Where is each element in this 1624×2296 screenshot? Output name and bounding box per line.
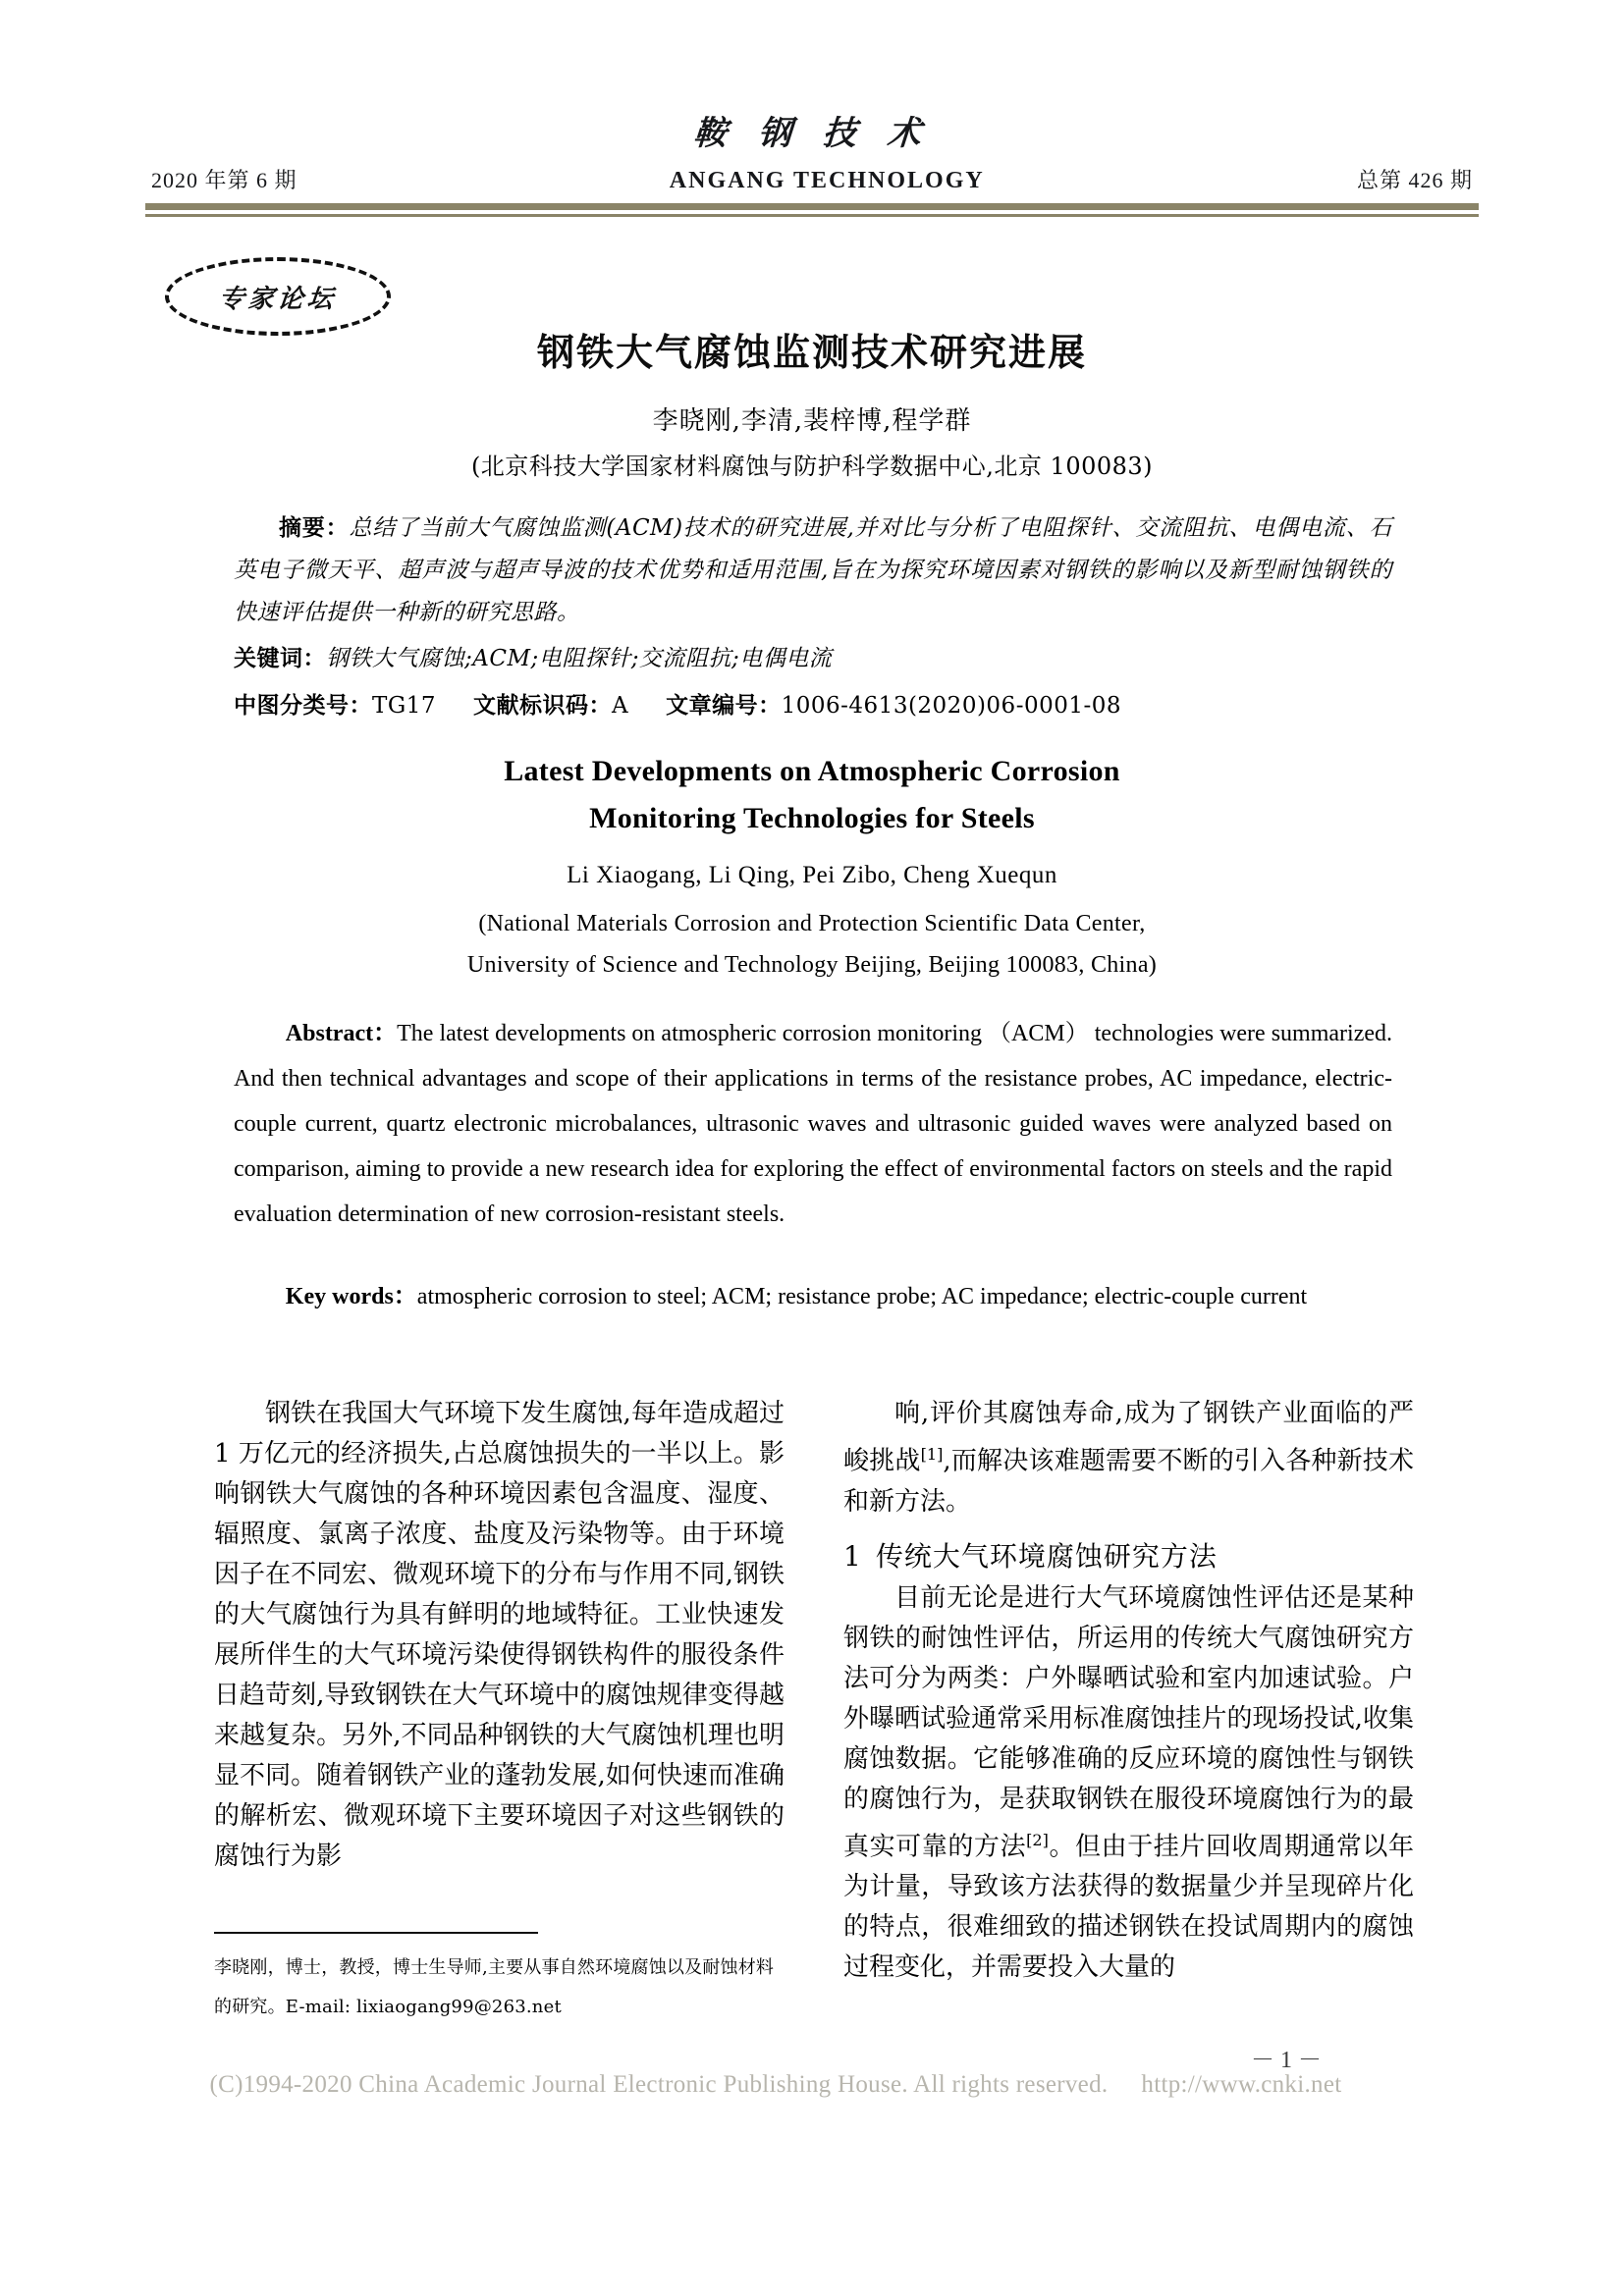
body-paragraph-intro-cont bbox=[843, 1394, 1414, 1522]
section-heading-1-number: 1 bbox=[843, 1539, 862, 1573]
article-id-value: 1006-4613(2020)06-0001-08 bbox=[781, 693, 1122, 719]
author-footnote: 李晓刚，博士，教授，博士生导师,主要从事自然环境腐蚀以及耐蚀材料的研究。E-mail: lixiaogang99@263.net bbox=[214, 1957, 775, 2017]
article-title-cn: 钢铁大气腐蚀监测技术研究进展 bbox=[536, 331, 1087, 374]
clc-label: 中图分类号： bbox=[234, 692, 372, 719]
article-title-en-line2: Monitoring Technologies for Steels bbox=[589, 802, 1035, 834]
masthead-rule-thin bbox=[145, 214, 1479, 217]
abstract-cn-text: 总结了当前大气腐蚀监测(ACM)技术的研究进展,并对比与分析了电阻探针、交流阻抗、电偶电流、石英电子微天平、超声波与超声导波的技术优势和适用范围,旨在为探究环境因素对钢铁的影响以及新型耐蚀钢铁的快速评估提供一种新的研究思路。 bbox=[234, 515, 1393, 625]
citation-ref-2: [2] bbox=[1026, 1830, 1049, 1849]
abstract-cn-paragraph bbox=[234, 507, 1392, 634]
clc-code bbox=[234, 687, 436, 720]
body-text-post: ,而解决该难题需要不断的引入各种新技术和新方法。 bbox=[843, 1446, 1414, 1517]
keywords-cn-label: 关键词： bbox=[234, 645, 326, 671]
body-paragraph-intro: 钢铁在我国大气环境下发生腐蚀,每年造成超过 1 万亿元的经济损失,占总腐蚀损失的一半以上。影响钢铁大气腐蚀的各种环境因素包含温度、湿度、辐照度、氯离子浓度、盐度及污染物等。由于环境因子在不同宏、微观环境下的分布与作用不同,钢铁的大气腐蚀行为具有鲜明的地域特征。工业快速发展所伴生的大气环境污染使得钢铁构件的服役条件日趋苛刻,导致钢铁在大气环境中的腐蚀规律变得越来越复杂。另外,不同品种钢铁的大气腐蚀机理也明显不同。随着钢铁产业的蓬勃发展,如何快速而准确的解析宏、微观环境下主要环境因子对这些钢铁的腐蚀行为影 bbox=[214, 1399, 785, 1871]
body-paragraph-section1 bbox=[843, 1578, 1414, 1989]
issue-label-left: 2020 年第 6 期 bbox=[151, 168, 298, 193]
body-column-right bbox=[843, 1394, 1414, 1983]
article-id bbox=[666, 687, 1121, 720]
abstract-en-label: Abstract： bbox=[285, 1021, 398, 1046]
masthead-issue-row bbox=[145, 164, 1479, 200]
masthead-rule-thick bbox=[145, 203, 1479, 210]
article-title-en bbox=[145, 748, 1479, 842]
keywords-cn bbox=[234, 640, 1392, 672]
keywords-cn-text: 钢铁大气腐蚀;ACM;电阻探针;交流阻抗;电偶电流 bbox=[326, 646, 833, 671]
journal-title-en: ANGANG TECHNOLOGY bbox=[669, 168, 985, 194]
section-heading-1 bbox=[843, 1536, 1414, 1576]
section-heading-1-title: 传统大气环境腐蚀研究方法 bbox=[875, 1539, 1218, 1573]
journal-title-cn: 鞍 钢 技 术 bbox=[691, 114, 933, 153]
body-text-post-2: 。但由于挂片回收周期通常以年为计量，导致该方法获得的数据量少并呈现碎片化的特点，很难细致的描述钢铁在投试周期内的腐蚀过程变化，并需要投入大量的 bbox=[843, 1832, 1414, 1983]
masthead bbox=[145, 116, 1479, 217]
abstract-cn-label: 摘要： bbox=[279, 514, 350, 541]
issue-label-right: 总第 426 期 bbox=[1356, 168, 1473, 193]
document-code bbox=[473, 687, 628, 720]
article-affiliation-en-line1: (National Materials Corrosion and Protection Scientific Data Center, bbox=[478, 911, 1146, 936]
article-affiliation-cn: (北京科技大学国家材料腐蚀与防护科学数据中心,北京 100083) bbox=[470, 453, 1154, 480]
keywords-en-text: atmospheric corrosion to steel; ACM; resistance probe; AC impedance; electric-couple current bbox=[416, 1284, 1308, 1309]
page-number: － 1 － bbox=[1251, 2048, 1322, 2073]
cnki-url: http://www.cnki.net bbox=[1141, 2071, 1342, 2098]
body-column-left bbox=[214, 1394, 785, 1904]
keywords-en-label: Key words： bbox=[285, 1284, 417, 1309]
article-authors-en: Li Xiaogang, Li Qing, Pei Zibo, Cheng Xuequn bbox=[567, 862, 1057, 888]
article-id-label: 文章编号： bbox=[666, 692, 782, 719]
clc-value: TG17 bbox=[372, 693, 436, 719]
keywords-en bbox=[234, 1274, 1392, 1319]
article-codes bbox=[234, 687, 1412, 720]
article-title-en-line1: Latest Developments on Atmospheric Corrosion bbox=[504, 755, 1120, 787]
abstract-en-paragraph bbox=[234, 1011, 1392, 1237]
expert-forum-badge-label: 专家论坛 bbox=[217, 284, 339, 314]
abstract-cn bbox=[234, 507, 1392, 634]
copyright-watermark bbox=[79, 2071, 1473, 2099]
footnote-rule bbox=[214, 1932, 538, 1934]
citation-ref-1: [1] bbox=[920, 1445, 944, 1464]
document-code-label: 文献标识码： bbox=[472, 692, 612, 719]
copyright-text: (C)1994-2020 China Academic Journal Electronic Publishing House. All rights reserved. bbox=[209, 2071, 1109, 2098]
article-affiliation-en-line2: University of Science and Technology Beijing, Beijing 100083, China) bbox=[466, 952, 1158, 978]
abstract-en bbox=[234, 1011, 1392, 1237]
body-text-pre: 响,评价其腐蚀寿命,成为了钢铁产业面临的严峻挑战 bbox=[843, 1399, 1414, 1476]
article-authors-cn: 李晓刚,李清,裴梓博,程学群 bbox=[652, 406, 972, 436]
abstract-en-text: The latest developments on atmospheric corrosion monitoring （ACM） technologies were summarized. And then technical advantages and scope of their applications in terms of the resistance probes, AC impedance, electric-couple current, quartz electronic microbalances, ultrasonic waves and ultrasonic guided waves were analyzed based on comparison, aiming to provide a new research idea for exploring the effect of environmental factors on steels and the rapid evaluation determination of new corrosion-resistant steels. bbox=[234, 1021, 1392, 1227]
body-text-pre-2: 目前无论是进行大气环境腐蚀性评估还是某种钢铁的耐蚀性评估，所运用的传统大气腐蚀研究方法可分为两类：户外曝晒试验和室内加速试验。户外曝晒试验通常采用标准腐蚀挂片的现场投试,收集腐蚀数据。它能够准确的反应环境的腐蚀性与钢铁的腐蚀行为，是获取钢铁在服役环境腐蚀行为的最真实可靠的方法 bbox=[843, 1582, 1414, 1862]
document-code-value: A bbox=[611, 693, 629, 719]
article-affiliation-en bbox=[145, 903, 1479, 986]
body-columns bbox=[214, 1394, 1414, 1983]
